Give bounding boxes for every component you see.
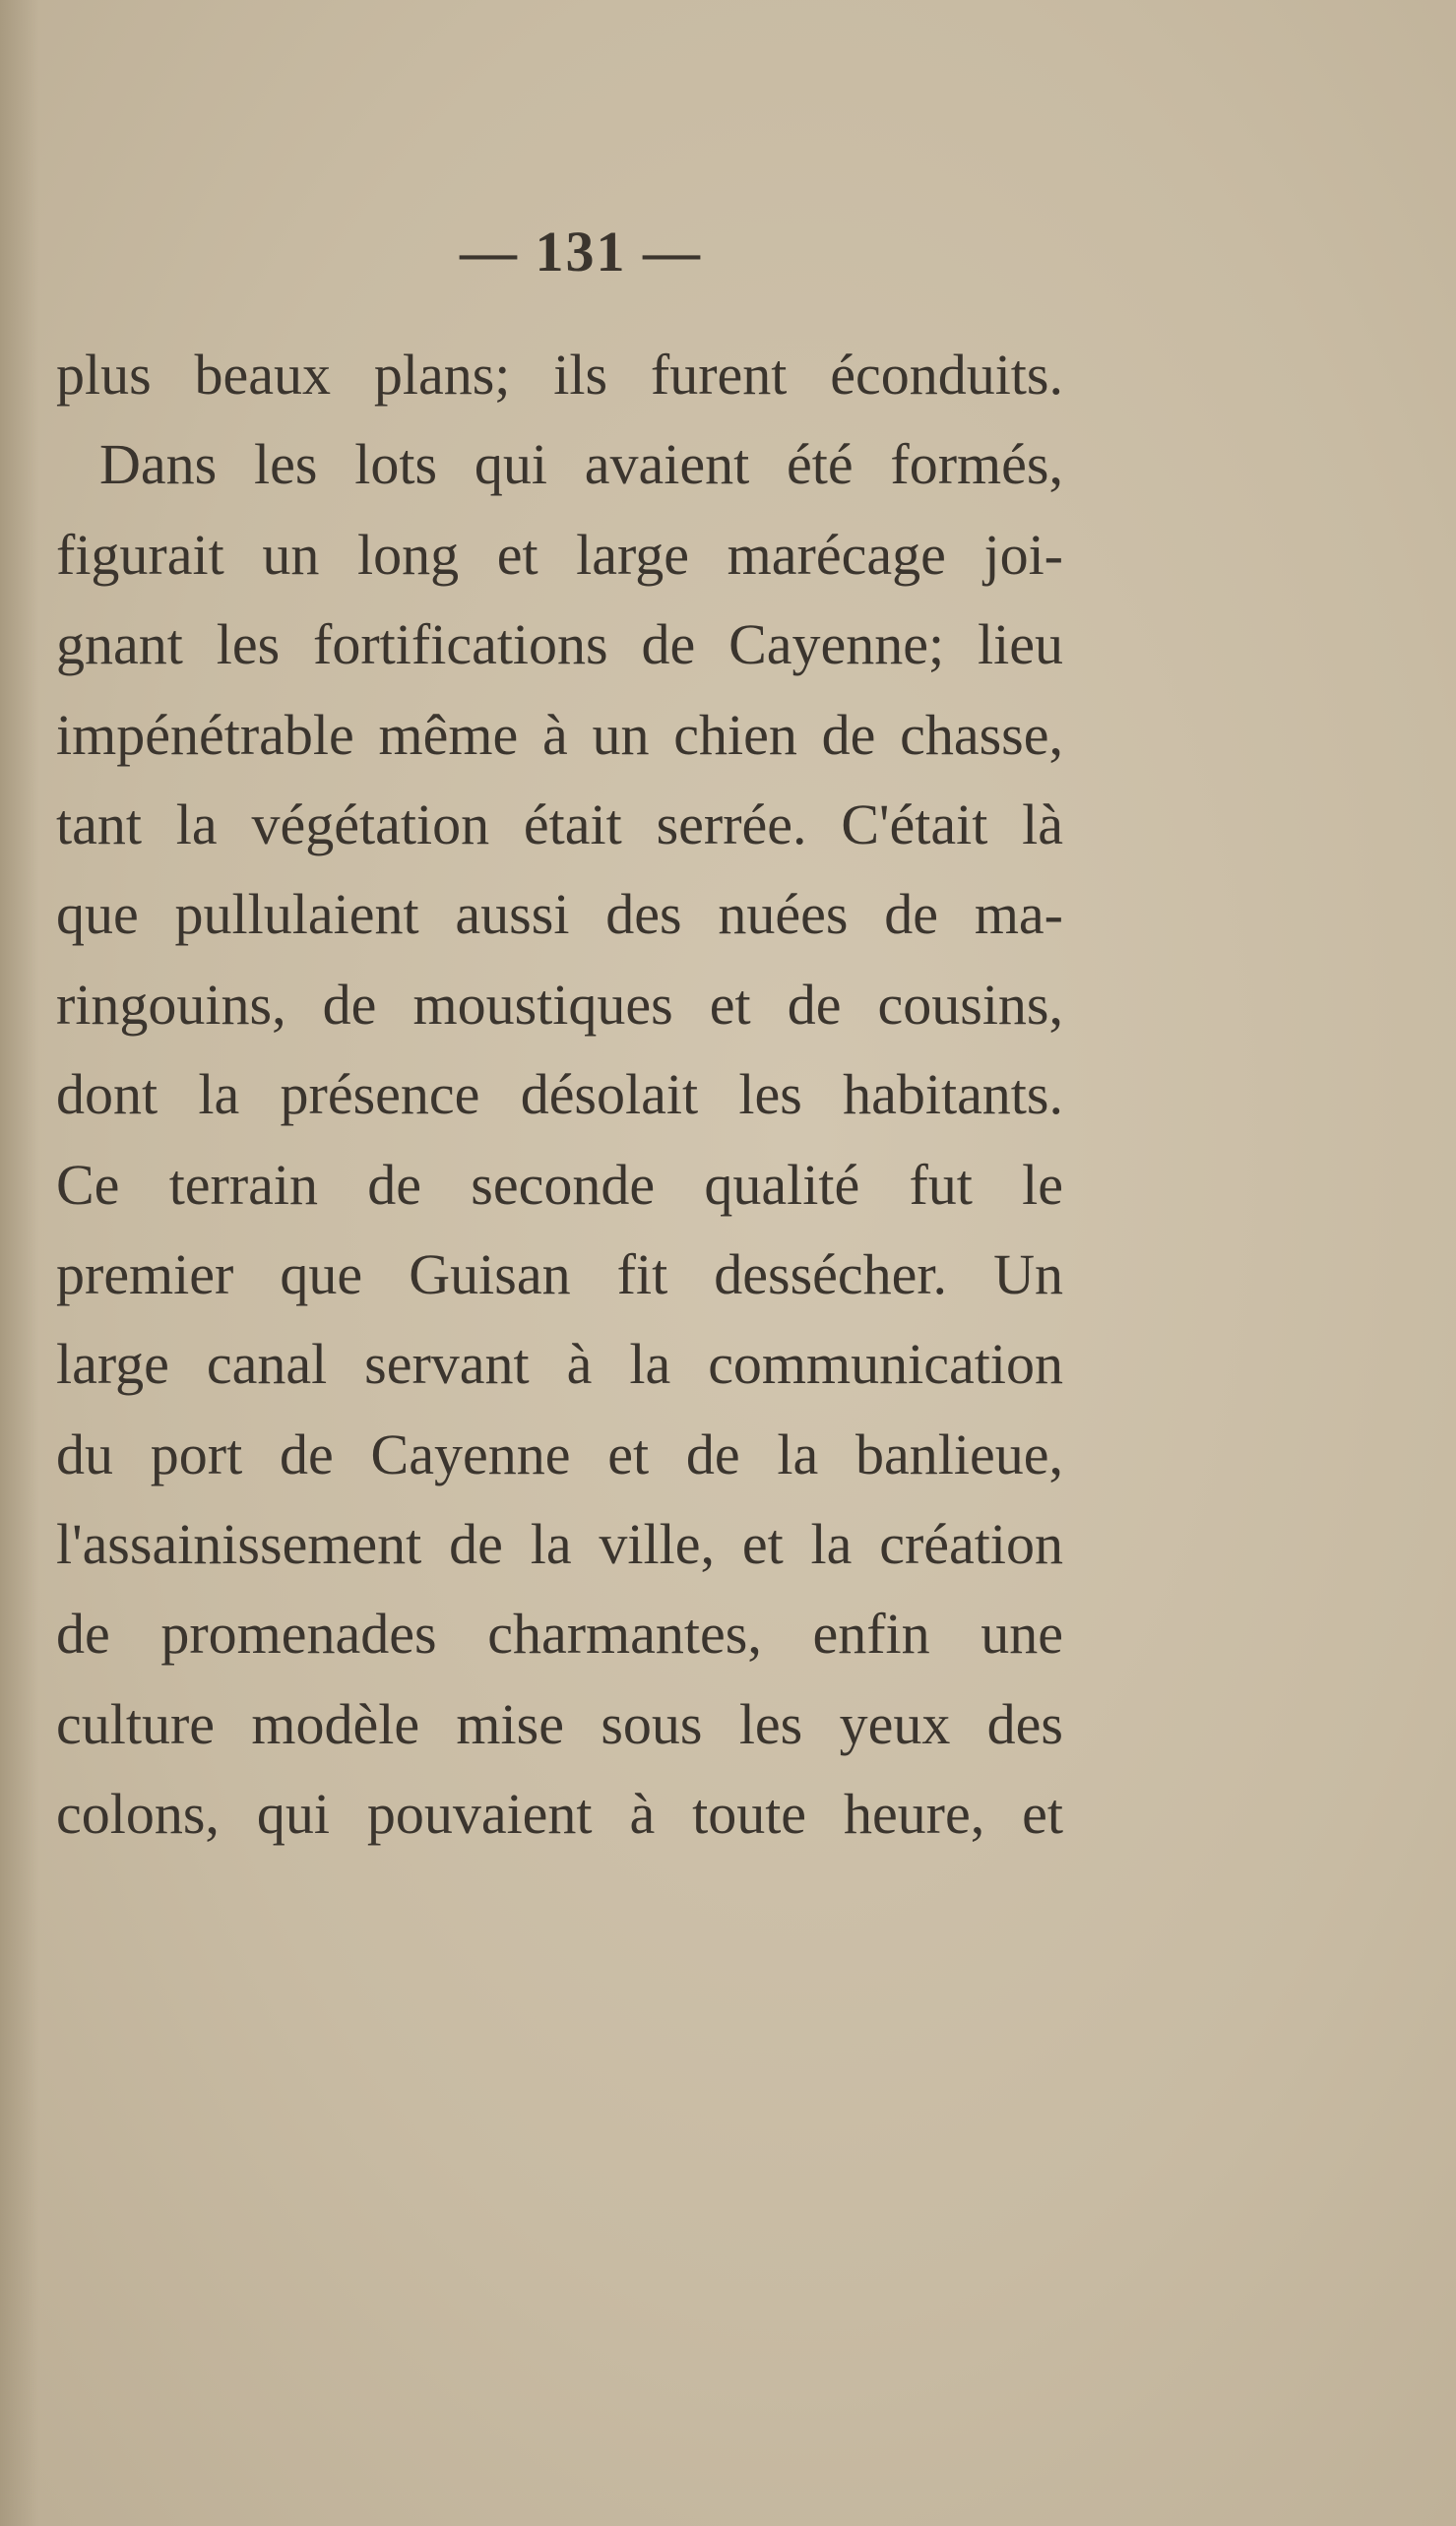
text-line: dont la présence désolait les habitants. (56, 1062, 1063, 1127)
text-line: culture modèle mise sous les yeux des (56, 1691, 1063, 1756)
text-line: tant la végétation était serrée. C'était là (56, 791, 1063, 856)
text-line: plus beaux plans; ils furent éconduits. (56, 343, 1063, 407)
text-line: que pullulaient aussi des nuées de ma- (56, 882, 1063, 947)
page-edge-shadow (0, 0, 39, 2526)
text-line: figurait un long et large marécage joi- (56, 522, 1063, 587)
text-line: impénétrable même à un chien de chasse, (56, 702, 1063, 767)
body-text (56, 330, 1063, 1860)
text-line: large canal servant à la communication (56, 1332, 1063, 1397)
text-line: gnant les fortifications de Cayenne; lieu (56, 612, 1063, 677)
text-line: ringouins, de moustiques et de cousins, (56, 972, 1063, 1037)
text-line: de promenades charmantes, enfin une (56, 1602, 1063, 1667)
text-line: Dans les lots qui avaient été formés, (99, 432, 1063, 497)
page-number: — 131 — (460, 220, 702, 284)
text-line: Ce terrain de seconde qualité fut le (56, 1152, 1063, 1217)
text-line: du port de Cayenne et de la banlieue, (56, 1421, 1063, 1486)
text-line: l'assainissement de la ville, et la création (56, 1512, 1063, 1577)
text-line: colons, qui pouvaient à toute heure, et (56, 1782, 1063, 1847)
text-line: premier que Guisan fit dessécher. Un (56, 1241, 1063, 1306)
